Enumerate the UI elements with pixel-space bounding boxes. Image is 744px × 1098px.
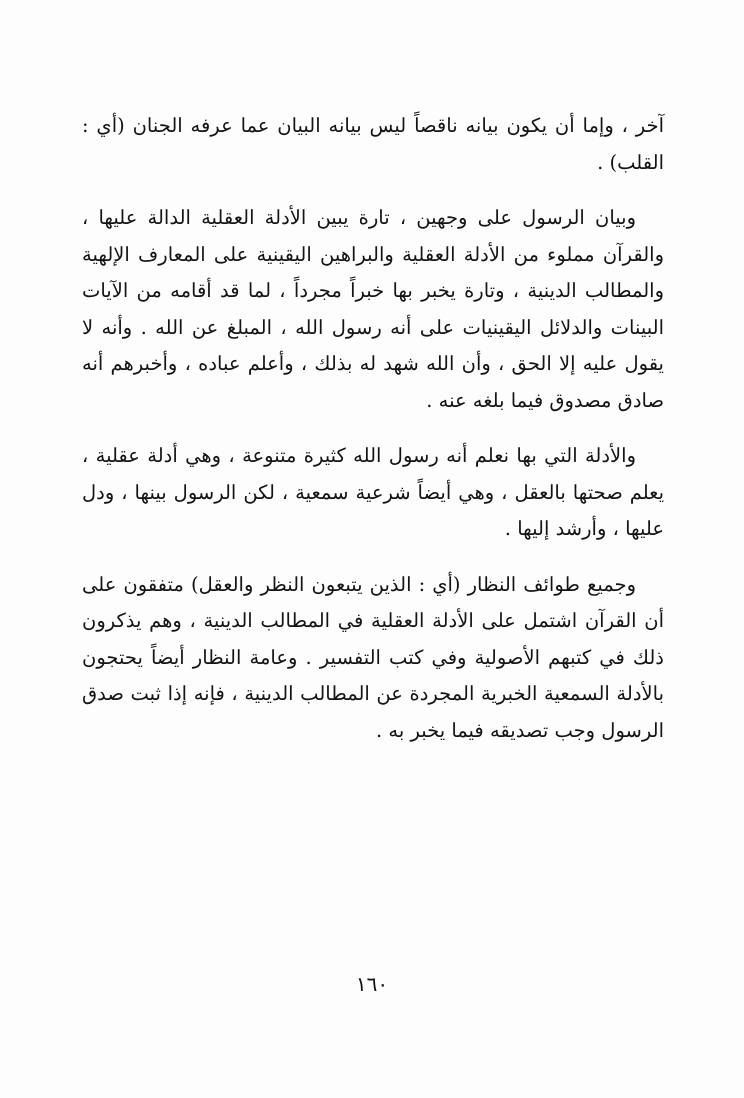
page-number: ١٦٠ [355,972,389,996]
body-text [82,108,664,768]
paragraph-evidences: والأدلة التي بها نعلم أنه رسول الله كثيرة متنوعة ، وهي أدلة عقلية ، يعلم صحتها بالعقل ، وهي أيضاً شرعية سمعية ، لكن الرسول بينها ، ودل عليها ، وأرشد إليها . [82,444,664,540]
paragraph-continuation: آخر ، وإما أن يكون بيانه ناقصاً ليس بيانه البيان عما عرفه الجنان (أي : القلب) . [82,114,664,174]
paragraph-scholars: وجميع طوائف النظار (أي : الذين يتبعون النظر والعقل) متفقون على أن القرآن اشتمل على الأدلة العقلية في المطالب الدينية ، وهم يذكرون ذلك في كتبهم الأصولية وفي كتب التفسير . وعامة النظار أيضاً يحتجون بالأدلة السمعية الخبرية المجردة عن المطالب الدينية ، فإنه إذا ثبت صدق الرسول وجب تصديقه فيما يخبر به . [82,572,664,742]
paragraph-prophet-explanation: وبيان الرسول على وجهين ، تارة يبين الأدلة العقلية الدالة عليها ، والقرآن مملوء من الأدلة العقلية والبراهين اليقينية على المعارف الإلهية والمطالب الدينية ، وتارة يخبر بها خبراً مجرداً ، لما قد أقامه من الآيات البينات والدلائل اليقينيات على أنه رسول الله ، المبلغ عن الله . وأنه لا يقول عليه إلا الحق ، وأن الله شهد له بذلك ، وأعلم عباده ، وأخبرهم أنه صادق مصدوق فيما بلغه عنه . [82,206,664,412]
